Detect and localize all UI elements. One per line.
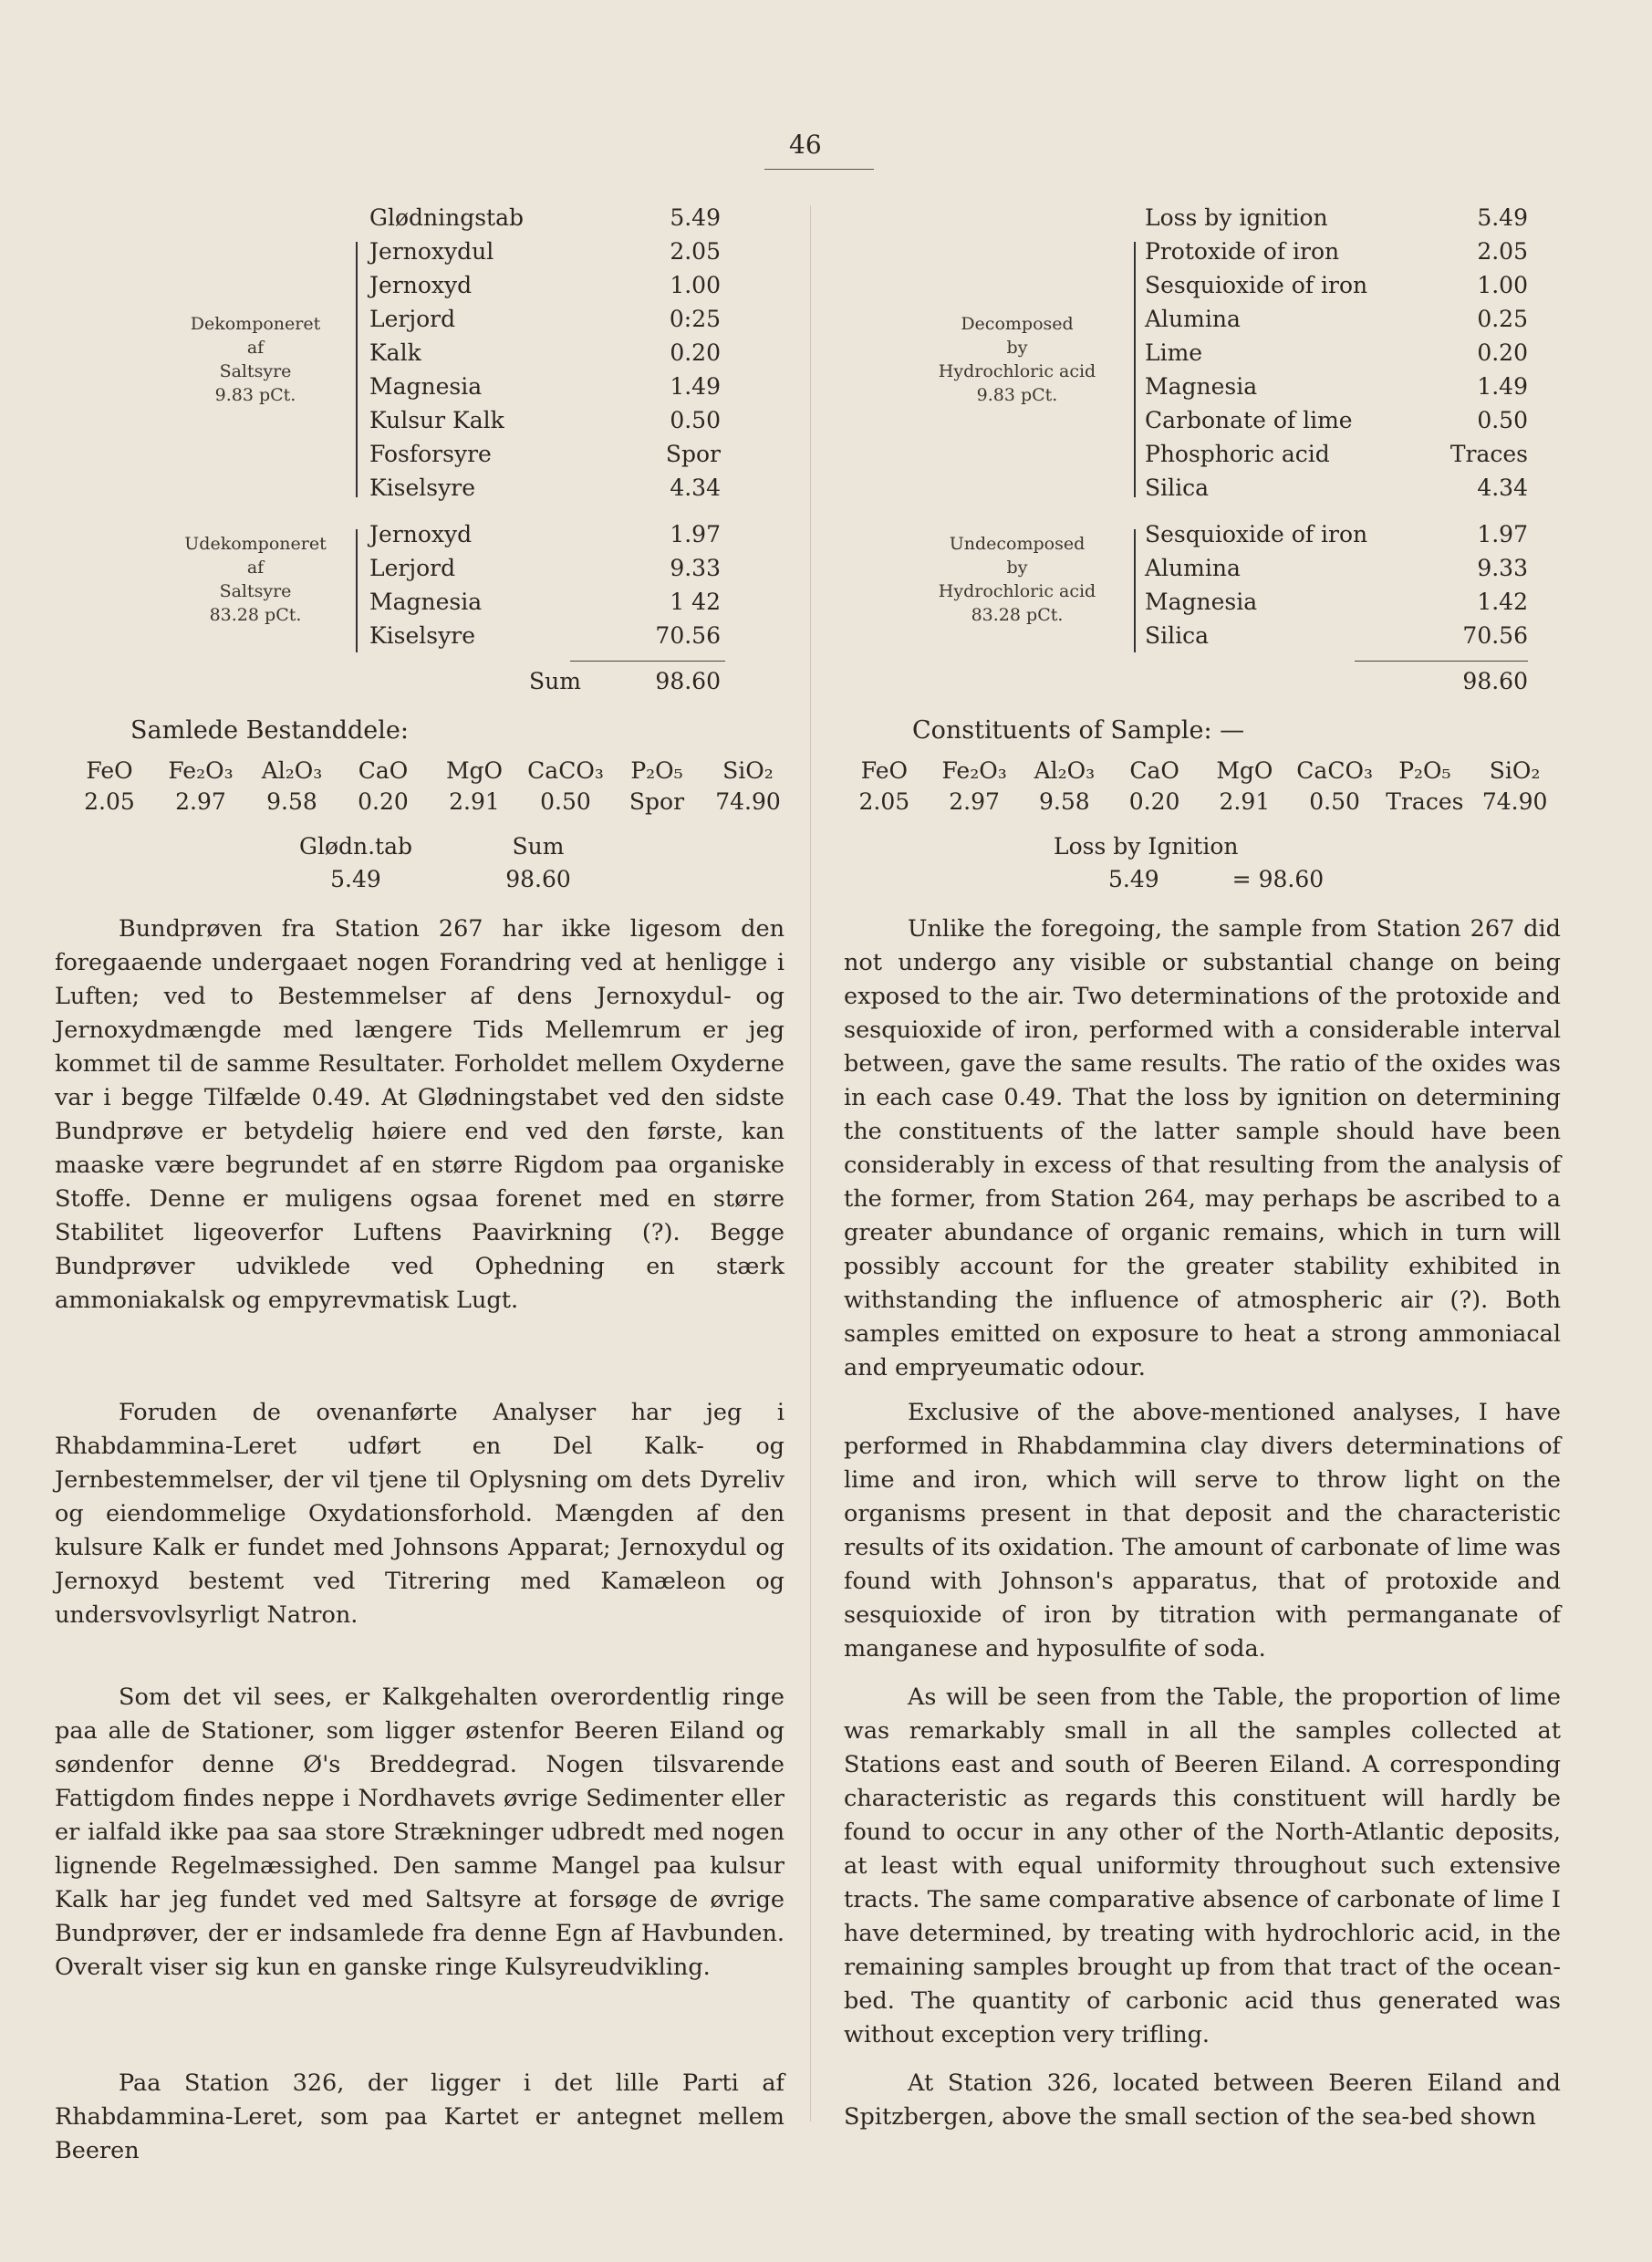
constituent-value-row xyxy=(64,787,794,818)
row-value: 1.97 xyxy=(670,521,721,547)
table-row xyxy=(1145,619,1528,652)
constituent-value: 0.20 xyxy=(358,788,409,815)
constituents-title-left: Samlede Bestanddele: xyxy=(130,716,409,745)
row-value: 5.49 xyxy=(670,204,721,231)
label-line: Decomposed xyxy=(961,314,1074,334)
table-row xyxy=(369,201,721,235)
label-line: by xyxy=(1006,558,1028,578)
table-row xyxy=(369,585,721,619)
row-name: Fosforsyre xyxy=(369,441,492,467)
sum-rule xyxy=(1355,661,1528,662)
constituent-value: 2.05 xyxy=(858,788,910,815)
constituent-value: 0.50 xyxy=(540,788,591,815)
row-name: Sesquioxide of iron xyxy=(1145,272,1368,298)
row-value: 9.33 xyxy=(1477,555,1528,581)
sum-label: Sum xyxy=(529,668,581,694)
row-value: 70.56 xyxy=(655,622,721,649)
constituent-value: 2.97 xyxy=(949,788,1000,815)
label-line: 9.83 pCt. xyxy=(214,385,296,405)
row-value: 0.50 xyxy=(670,407,721,433)
row-value: Spor xyxy=(665,441,721,467)
row-name: Kiselsyre xyxy=(369,474,475,501)
row-value: 9.33 xyxy=(670,555,721,581)
constituent-value: Traces xyxy=(1386,788,1464,815)
row-name: Carbonate of lime xyxy=(1145,407,1353,433)
label-line: Saltsyre xyxy=(219,361,292,381)
paragraph: Foruden de ovenanførte Analyser har jeg i Rhabdammina-Leret udført en Del Kalk- og Jernbestemmelser, der vil tjene til Oplysning om dets Dyreliv og eiendommelige Oxydationsforhold. Mængden af den kulsure Kalk er fundet med Johnsons Apparat; Jernoxydul og Jernoxyd bestemt ved Titrering med Kamæleon og undersvovlsyrligt Natron. xyxy=(55,1399,784,1629)
decomposed-rows-left xyxy=(369,235,721,505)
row-name: Magnesia xyxy=(369,589,483,615)
label-line: Dekomponeret xyxy=(190,314,321,334)
paragraph: Som det vil sees, er Kalkgehalten overordentlig ringe paa alle de Stationer, som ligger østenfor Beeren Eiland og søndenfor denne Ø's Breddegrad. Nogen tilsvarende Fattigdom findes neppe i Nordhavets øvrige Sedimenter eller er ialfald ikke paa saa store Strækninger udbredt med nogen lignende Regelmæssighed. Den samme Mangel paa kulsur Kalk har jeg fundet ved med Saltsyre at forsøge de øvrige Bundprøver, der er indsamlede fra denne Egn af Havbunden. Overalt viser sig kun en ganske ringe Kulsyreudvikling. xyxy=(55,1683,784,1981)
table-row xyxy=(1145,201,1528,235)
constituent-formula: SiO₂ xyxy=(722,757,774,784)
row-value: Traces xyxy=(1449,441,1528,467)
row-name: Alumina xyxy=(1145,306,1241,332)
label-line: Hydrochloric acid xyxy=(938,361,1096,381)
constituent-value: 2.91 xyxy=(1219,788,1271,815)
brace xyxy=(1134,529,1136,652)
constituent-formula: P₂O₅ xyxy=(1398,757,1451,784)
ignition-sum-label: Sum xyxy=(512,833,565,860)
table-row xyxy=(1145,370,1528,403)
row-value: 1.97 xyxy=(1477,521,1528,547)
row-name: Magnesia xyxy=(1145,373,1258,400)
constituent-value: 2.91 xyxy=(449,788,500,815)
sum-row-right xyxy=(1391,666,1528,697)
row-value: 1.42 xyxy=(1477,589,1528,615)
constituent-formula: SiO₂ xyxy=(1489,757,1541,784)
constituent-formula: Al₂O₃ xyxy=(1034,757,1096,784)
constituent-value: 2.97 xyxy=(175,788,226,815)
undecomposed-label-right xyxy=(908,532,1127,627)
label-line: 9.83 pCt. xyxy=(976,385,1058,405)
table-row xyxy=(1145,403,1528,437)
label-line: 83.28 pCt. xyxy=(209,605,302,625)
constituent-value: 0.50 xyxy=(1309,788,1360,815)
sum-value: 98.60 xyxy=(655,668,721,694)
label-line: Undecomposed xyxy=(949,534,1086,554)
row-name: Silica xyxy=(1145,622,1210,649)
row-value: 1.00 xyxy=(670,272,721,298)
constituent-value: 0.20 xyxy=(1128,788,1180,815)
paragraph: As will be seen from the Table, the proportion of lime was remarkably small in all the samples collected at Stations east and south of Beeren Eiland. A corresponding characteristic as regards this constituent will hardly be found to occur in any other of the North-Atlantic deposits, at least with equal uniformity throughout such extensive tracts. The same comparative absence of carbonate of lime I have determined, by treating with hydrochloric acid, in the remaining samples brought up from that tract of the ocean-bed. The quantity of carbonic acid thus generated was without exception very trifling. xyxy=(844,1683,1561,2048)
table-row xyxy=(1145,235,1528,268)
row-value: 4.34 xyxy=(670,474,721,501)
table-row xyxy=(369,471,721,505)
row-name: Lime xyxy=(1145,339,1203,366)
table-row xyxy=(1145,585,1528,619)
row-name: Magnesia xyxy=(1145,589,1258,615)
row-value: 0.25 xyxy=(1477,306,1528,332)
table-row xyxy=(369,551,721,585)
constituent-formula: FeO xyxy=(860,757,909,784)
table-row xyxy=(369,403,721,437)
row-name: Kalk xyxy=(369,339,421,366)
constituent-value: 2.05 xyxy=(84,788,135,815)
row-value: 0.20 xyxy=(670,339,721,366)
row-name: Jernoxydul xyxy=(369,238,494,265)
brace xyxy=(356,529,358,652)
table-row xyxy=(369,437,721,471)
paragraph: Unlike the foregoing, the sample from Station 267 did not undergo any visible or substantial change on being exposed to the air. Two determinations of the protoxide and sesquioxide of iron, performed with a considerable interval between, gave the same results. The ratio of the oxides was in each case 0.49. That the loss by ignition on determining the constituents of the latter sample should have been considerably in excess of that resulting from the analysis of the former, from Station 264, may perhaps be ascribed to a greater abundance of organic remains, which in turn will possibly account for the greater stability exhibited in withstanding the influence of atmospheric air (?). Both samples emitted on exposure to heat a strong ammoniacal and empryeumatic odour. xyxy=(844,915,1561,1381)
row-value: 0.20 xyxy=(1477,339,1528,366)
constituent-formula: CaCO₃ xyxy=(527,757,604,784)
constituent-formula: Fe₂O₃ xyxy=(941,757,1007,784)
constituent-formula: CaO xyxy=(1129,757,1179,784)
row-value: 0.50 xyxy=(1477,407,1528,433)
constituent-value: Spor xyxy=(629,788,685,815)
row-name: Loss by ignition xyxy=(1145,204,1328,231)
constituent-value-row xyxy=(839,787,1560,818)
table-row xyxy=(1145,551,1528,585)
row-name: Lerjord xyxy=(369,555,456,581)
constituent-value: 74.90 xyxy=(1481,788,1548,815)
constituent-formula: CaO xyxy=(358,757,409,784)
ignition-label: Glødn.tab xyxy=(298,833,413,860)
label-line: Udekomponeret xyxy=(184,534,327,554)
row-value: 4.34 xyxy=(1477,474,1528,501)
row-value: 0:25 xyxy=(669,306,721,332)
constituent-formula-row xyxy=(64,756,794,787)
brace xyxy=(1134,242,1136,497)
constituent-value: 9.58 xyxy=(266,788,317,815)
table-row xyxy=(369,619,721,652)
row-name: Alumina xyxy=(1145,555,1241,581)
constituent-formula: MgO xyxy=(445,757,504,784)
row-name: Sesquioxide of iron xyxy=(1145,521,1368,547)
label-line: af xyxy=(246,558,265,578)
row-value: 1.49 xyxy=(670,373,721,400)
label-line: Hydrochloric acid xyxy=(938,581,1096,601)
row-name: Kiselsyre xyxy=(369,622,475,649)
table-row xyxy=(369,336,721,370)
table-row xyxy=(1145,302,1528,336)
table-row xyxy=(1145,471,1528,505)
row-value: 1.00 xyxy=(1477,272,1528,298)
table-row xyxy=(369,517,721,551)
label-line: af xyxy=(246,338,265,358)
table-row xyxy=(369,370,721,403)
ignition-sum-right xyxy=(1017,830,1382,896)
row-name: Lerjord xyxy=(369,306,456,332)
table-row xyxy=(1145,268,1528,302)
row-value: 70.56 xyxy=(1462,622,1528,649)
row-value: 5.49 xyxy=(1477,204,1528,231)
row-name: Jernoxyd xyxy=(369,272,473,298)
sum-value: 98.60 xyxy=(1462,668,1528,694)
paragraph: At Station 326, located between Beeren Eiland and Spitzbergen, above the small section of the sea-bed shown xyxy=(844,2069,1561,2131)
row-name: Kulsur Kalk xyxy=(369,407,504,433)
row-value: 1.49 xyxy=(1477,373,1528,400)
constituent-formula: Fe₂O₃ xyxy=(168,757,234,784)
ignition-value: 5.49 xyxy=(1108,866,1159,892)
row-name: Glødningstab xyxy=(369,204,525,231)
row-value: 2.05 xyxy=(670,238,721,265)
column-divider xyxy=(810,205,811,2121)
decomposed-rows-right xyxy=(1145,235,1528,505)
decomposed-label-left xyxy=(164,312,347,407)
table-row xyxy=(1145,517,1528,551)
constituents-title-right: Constituents of Sample: — xyxy=(912,716,1245,745)
undecomposed-label-left xyxy=(164,532,347,627)
constituents-table-right xyxy=(839,756,1560,818)
constituent-formula: P₂O₅ xyxy=(630,757,683,784)
ignition-sum-left xyxy=(287,830,607,896)
ignition-header-right xyxy=(1145,201,1528,235)
label-line: by xyxy=(1006,338,1028,358)
constituent-value: 74.90 xyxy=(715,788,781,815)
row-name: Jernoxyd xyxy=(369,521,473,547)
brace xyxy=(356,242,358,497)
row-value: 1 42 xyxy=(670,589,721,615)
constituent-value: 9.58 xyxy=(1039,788,1090,815)
table-row xyxy=(1145,336,1528,370)
row-name: Protoxide of iron xyxy=(1145,238,1340,265)
page-number-rule xyxy=(764,169,874,170)
constituent-formula: FeO xyxy=(86,757,133,784)
row-name: Phosphoric acid xyxy=(1145,441,1330,467)
table-row xyxy=(369,235,721,268)
row-value: 2.05 xyxy=(1477,238,1528,265)
sum-row-left xyxy=(529,666,721,697)
table-row xyxy=(1145,437,1528,471)
paragraph: Bundprøven fra Station 267 har ikke ligesom den foregaaende undergaaet nogen Forandring ved at henligge i Luften; ved to Bestemmelser af dens Jernoxydul- og Jernoxydmængde med længere Tids Mellemrum er jeg kommet til de samme Resultater. Forholdet mellem Oxyderne var i begge Tilfælde 0.49. At Glødningstabet ved den sidste Bundprøve er betydelig høiere end ved den første, kan maaske være begrundet af en større Rigdom paa organiske Stoffe. Denne er muligens ogsaa forenet med en større Stabilitet ligeoverfor Luftens Paavirkning (?). Begge Bundprøver udviklede ved Ophedning en stærk ammoniakalsk og empyrevmatisk Lugt. xyxy=(55,915,784,1314)
paragraph: Exclusive of the above-mentioned analyses, I have performed in Rhabdammina clay divers determinations of lime and iron, which will serve to throw light on the organisms present in that deposit and the characteristic results of its oxidation. The amount of carbonate of lime was found with Johnson's apparatus, that of protoxide and sesquioxide of iron by titration with permanganate of manganese and hyposulfite of soda. xyxy=(844,1399,1561,1663)
decomposed-label-right xyxy=(908,312,1127,407)
constituent-formula: MgO xyxy=(1216,757,1273,784)
row-name: Magnesia xyxy=(369,373,483,400)
constituent-formula: Al₂O₃ xyxy=(261,757,323,784)
label-line: Saltsyre xyxy=(219,581,292,601)
undecomposed-rows-right xyxy=(1145,517,1528,652)
table-row xyxy=(369,268,721,302)
paragraph: Paa Station 326, der ligger i det lille Parti af Rhabdammina-Leret, som paa Kartet er antegnet mellem Beeren xyxy=(55,2069,784,2164)
ignition-header-left xyxy=(369,201,721,235)
sum-rule xyxy=(570,661,725,662)
ignition-label: Loss by Ignition xyxy=(1054,833,1239,860)
table-row xyxy=(369,302,721,336)
row-name: Silica xyxy=(1145,474,1210,501)
constituent-formula: CaCO₃ xyxy=(1296,757,1373,784)
constituents-table-left xyxy=(64,756,794,818)
undecomposed-rows-left xyxy=(369,517,721,652)
page-number: 46 xyxy=(789,130,822,160)
ignition-value: 5.49 xyxy=(330,866,381,892)
ignition-equals: = 98.60 xyxy=(1231,866,1325,892)
constituent-formula-row xyxy=(839,756,1560,787)
label-line: 83.28 pCt. xyxy=(971,605,1064,625)
ignition-sum-value: 98.60 xyxy=(505,866,571,892)
